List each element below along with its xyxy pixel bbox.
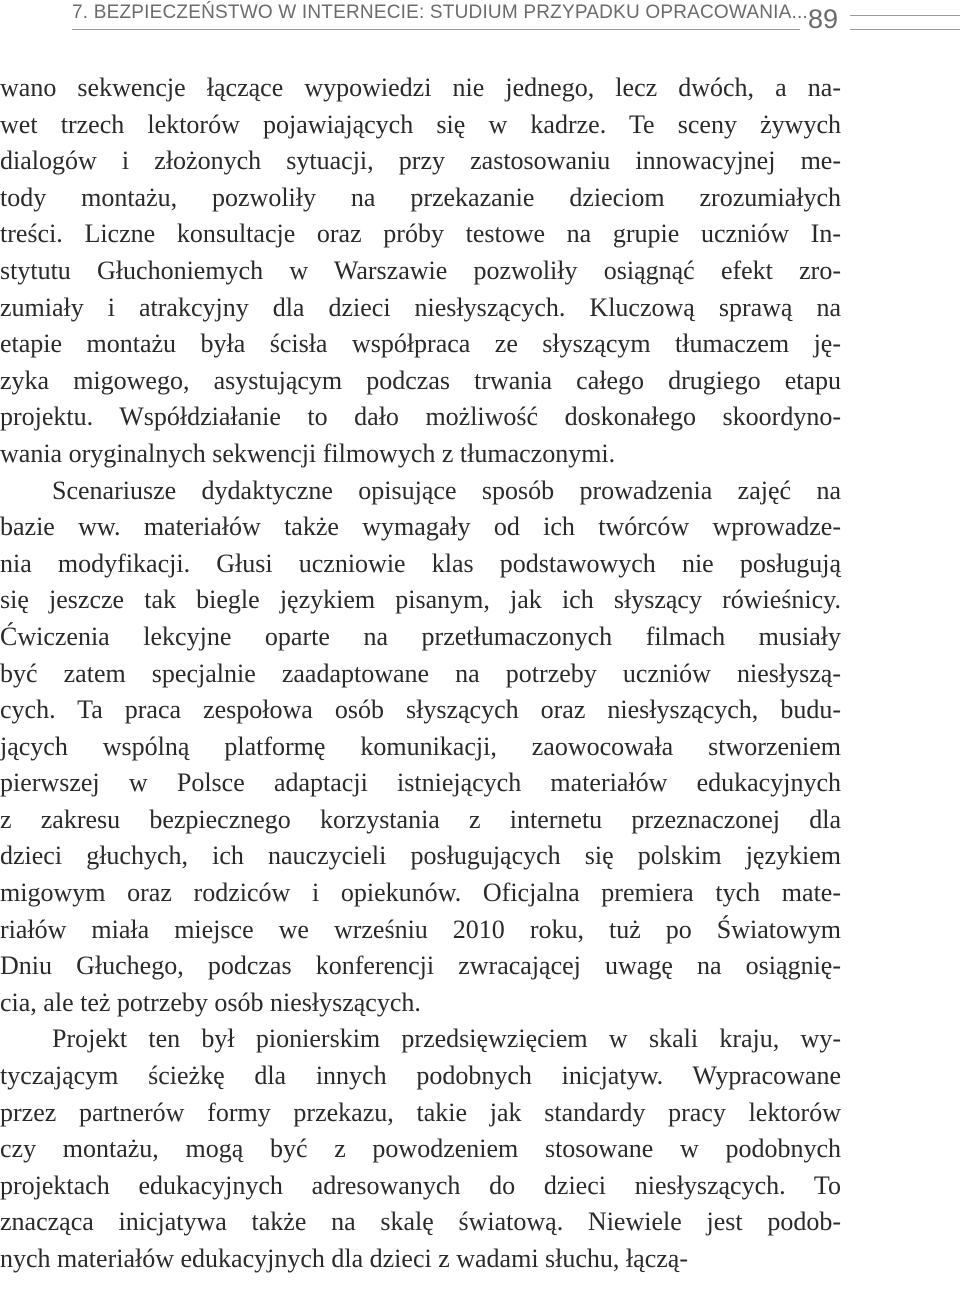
- page-number: 89: [808, 4, 839, 34]
- text-line: stytutu Głuchoniemych w Warszawie pozwoliły osiągnąć efekt zro-: [0, 255, 841, 285]
- text-line: czy montażu, mogą być z powodzeniem stosowane w podobnych: [0, 1134, 841, 1164]
- text-line: zyka migowego, asystującym podczas trwania całego drugiego etapu: [0, 365, 841, 395]
- text-line: dzieci głuchych, ich nauczycieli posługujących się polskim językiem: [0, 841, 841, 871]
- text-line: nych materiałów edukacyjnych dla dzieci z wadami słuchu, łączą-: [0, 1244, 688, 1273]
- text-line: projektach edukacyjnych adresowanych do dzieci niesłyszących. To: [0, 1170, 841, 1200]
- paragraph: [0, 1021, 841, 1277]
- text-line: wania oryginalnych sekwencji filmowych z tłumaczonymi.: [0, 438, 616, 468]
- text-line: cych. Ta praca zespołowa osób słyszących oraz niesłyszących, budu-: [0, 695, 841, 725]
- paragraph: [0, 473, 841, 1022]
- text-line: Dniu Głuchego, podczas konferencji zwracającej uwagę na osiągnię-: [0, 951, 841, 981]
- text-line: Scenariusze dydaktyczne opisujące sposób prowadzenia zajęć na: [52, 475, 841, 505]
- page-number-rule-top: [850, 15, 960, 16]
- text-line: projektu. Współdziałanie to dało możliwość doskonałego skoordyno-: [0, 402, 841, 432]
- text-line: bazie ww. materiałów także wymagały od ich twórców wprowadze-: [0, 512, 841, 542]
- text-line: zumiały i atrakcyjny dla dzieci niesłyszących. Kluczową sprawą na: [0, 292, 841, 322]
- body-text: [0, 70, 841, 1278]
- text-line: pierwszej w Polsce adaptacji istniejących materiałów edukacyjnych: [0, 768, 841, 798]
- text-line: Ćwiczenia lekcyjne oparte na przetłumaczonych filmach musiały: [0, 621, 841, 651]
- header-rule: [72, 29, 800, 30]
- text-line: wet trzech lektorów pojawiających się w kadrze. Te sceny żywych: [0, 109, 841, 139]
- text-line: dialogów i złożonych sytuacji, przy zastosowaniu innowacyjnej me-: [0, 146, 841, 176]
- text-line: się jeszcze tak biegle językiem pisanym, jak ich słyszący rówieśnicy.: [0, 585, 841, 615]
- page-header: [0, 0, 960, 48]
- text-line: wano sekwencje łączące wypowiedzi nie jednego, lecz dwóch, a na-: [0, 73, 841, 102]
- text-line: migowym oraz rodziców i opiekunów. Oficjalna premiera tych mate-: [0, 878, 841, 908]
- text-line: etapie montażu była ścisła współpraca ze słyszącym tłumaczem ję-: [0, 329, 841, 359]
- text-line: treści. Liczne konsultacje oraz próby testowe na grupie uczniów In-: [0, 219, 841, 249]
- text-line: tody montażu, pozwoliły na przekazanie dzieciom zrozumiałych: [0, 182, 841, 212]
- text-line: z zakresu bezpiecznego korzystania z internetu przeznaczonej dla: [0, 804, 841, 834]
- text-line: być zatem specjalnie zaadaptowane na potrzeby uczniów niesłyszą-: [0, 658, 841, 688]
- text-line: cia, ale też potrzeby osób niesłyszących.: [0, 987, 421, 1017]
- running-title: 7. BEZPIECZEŃSTWO W INTERNECIE: STUDIUM PRZYPADKU OPRACOWANIA...: [72, 2, 808, 23]
- page-number-rule-bottom: [850, 29, 960, 30]
- text-line: riałów miała miejsce we wrześniu 2010 roku, tuż po Światowym: [0, 914, 841, 944]
- text-line: przez partnerów formy przekazu, takie jak standardy pracy lektorów: [0, 1097, 841, 1127]
- text-line: jących wspólną platformę komunikacji, zaowocowała stworzeniem: [0, 731, 841, 761]
- paragraph: [0, 70, 841, 473]
- text-line: Projekt ten był pionierskim przedsięwzięciem w skali kraju, wy-: [52, 1024, 841, 1054]
- text-line: nia modyfikacji. Głusi uczniowie klas podstawowych nie posługują: [0, 548, 841, 578]
- text-line: znacząca inicjatywa także na skalę światową. Niewiele jest podob-: [0, 1207, 841, 1237]
- text-line: tyczającym ścieżkę dla innych podobnych inicjatyw. Wypracowane: [0, 1061, 841, 1091]
